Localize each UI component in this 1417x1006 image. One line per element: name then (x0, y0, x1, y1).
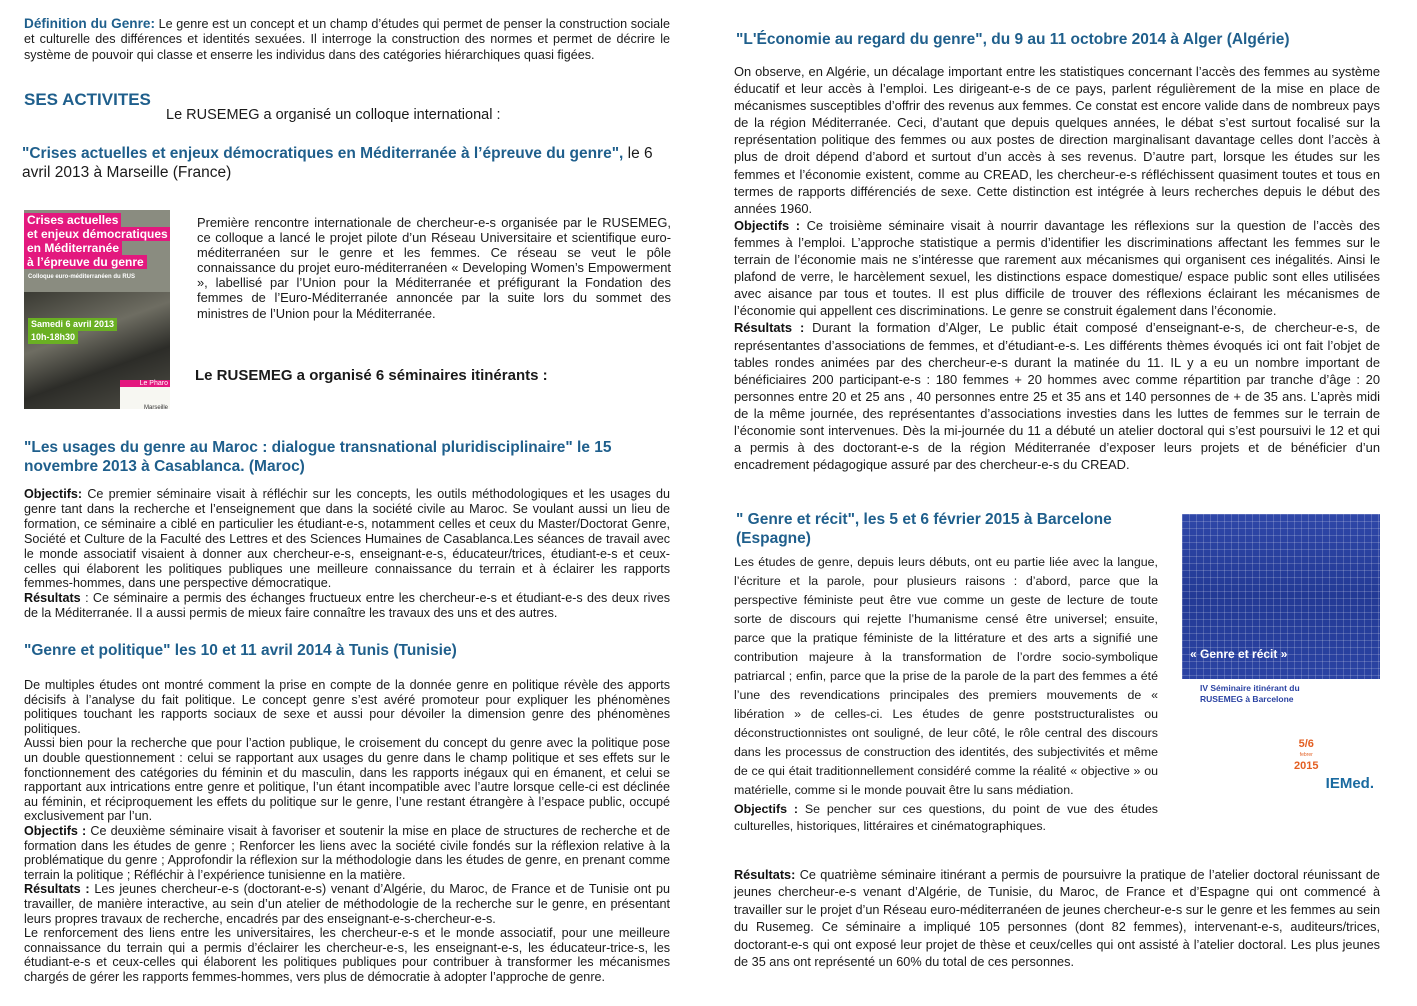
tunis-res-text: Les jeunes chercheur-e-s (doctorant-e-s) venant d’Algérie, du Maroc, de France et de Tunisie ont pu travailler, de manière interactive, au sein d’un atelier de méthodologie de la recherche sur le genre, en présentant leurs propres travaux de recherche, encadrés par des enseignant-e-s-chercheur-e-s. (24, 882, 670, 926)
colloque-title (22, 145, 672, 182)
colloque-title-rest: le 6 avril 2013 à Marseille (France) (22, 145, 653, 181)
poster-date2: 10h-18h30 (28, 331, 78, 344)
barcelone-p1: Les études de genre, depuis leurs débuts, ont eu partie liée avec la langue, l’écriture et la parole, pour plusieurs raisons : d’abord, parce que la perspective féministe peut être vue comme un geste de lecture de toute sorte de discours qui rejette l’humanisme censé être universel; ensuite, parce que la pratique féministe de la littérature et des arts a signifié une contribution majeure à la transformation de l’ordre socio-symbolique patriarcal ; enfin, parce que la prise de la parole de la part des femmes a été l’une des revendications principales des premiers mouvements de « libération » de celles-ci. Les études de genre poststructuralistes ou déconstructionnistes ont souligné, de leur côté, le rôle central des discours dans les processus de construction des identités, des subjectivités et même de ce qui était traditionnellement considéré comme la réalité « objective » ou matérielle, comme si le monde pouvait être lu sans médiation. (734, 555, 1158, 797)
poster-date-mid: febrer (1299, 752, 1313, 758)
alger-obj-label: Objectifs : (734, 217, 801, 233)
maroc-title: "Les usages du genre au Maroc : dialogue transnational pluridisciplinaire" le 15 novembre 2013 à Casablanca. (Maroc) (24, 439, 612, 475)
poster-line2: et enjeux démocratiques (24, 227, 170, 241)
barcelone-body (734, 553, 1158, 835)
tunis-title: "Genre et politique" les 10 et 11 avril 2014 à Tunis (Tunisie) (24, 642, 457, 659)
barcelone-res-text: Ce quatrième séminaire itinérant a permis de poursuivre la pratique de l’atelier doctoral réunissant de jeunes chercheur-e-s venant d’Algérie, de Tunisie, du Maroc, de France et d’Espagne qui ont commencé à travailler sur le projet d’un Réseau euro-méditerranéen de jeunes chercheur-e-s sur le genre et les femmes au sein du Rusemeg. Ce séminaire a impliqué 105 personnes (dont 82 femmes), intervenant-e-s, auditeurs/trices, doctorant-e-s qui ont exposé leur projet de thèse et ceux/celles qui ont assisté à l’atelier doctoral. Les plus jeunes de 35 ans ont représenté un 60% du total de ces personnes. (734, 868, 1380, 970)
maroc-res-label: Résultats (24, 591, 81, 606)
poster-sem-line1: IV Séminaire itinérant du (1200, 683, 1300, 693)
poster-sem-line2: RUSEMEG à Barcelone (1200, 694, 1294, 704)
poster-genre-label: « Genre et récit » (1190, 647, 1288, 661)
alger-res-label: Résultats : (734, 320, 805, 336)
maroc-obj-label: Objectifs: (24, 487, 83, 501)
maroc-body (24, 487, 670, 621)
tunis-p2: Aussi bien pour la recherche que pour l’action publique, le croisement du concept du genre avec la politique pose un double questionnement : celui se rapportant aux usages du genre dans le champ politique et ses effets sur le fonctionnement des catégories du féminin et du masculin, dans les rapports inégaux qui en émanent, et celui se rapportant aux intrications entre genre et politique, l’un étant incompatible avec l’autre lorsque celle-ci est déclinée au féminin, et réciproquement les effets du politique sur le genre, l’une restant étrangère à l’espace public, occupé exclusivement par l’un. (24, 736, 670, 824)
barcelone-section (736, 510, 1166, 548)
alger-p1: On observe, en Algérie, un décalage important entre les statistiques concernant l’accès des femmes au système éducatif et leur accès à l’emploi. Les dirigeant-e-s de ce pays, parlent régulièrement de la mise en place de mécanismes susceptibles d’offrir des revenus aux femmes. Ce constat est encore valide dans de nombreux pays de la région Méditerranée. Ceci, d’autant que depuis quelques années, le débat s’est surtout focalisé sur la représentation politique des femmes ou aux postes de direction marginalisant davantage celles dont l’accès à plus de droit dépend d’abord et surtout d’un accès à ses revenus. D’autre part, lorsque les études sur les femmes et l’économie existent, comme au CREAD, les chercheur-e-s réfléchissent quasiment toutes et tous en termes de rapports différenciés de sexe. Cette distinction est intégrée à leurs recherches depuis le début des années 1960. (734, 64, 1380, 216)
poster-date-year: 2015 (1294, 760, 1319, 772)
tunis-p1: De multiples études ont montré comment la prise en compte de la donnée genre en politique révèle des apports décisifs à l’analyse du fait politique. Le concept genre s’est avéré promoteur pour expliquer les phénomènes politiques touchant les rapports sociaux de sexe et aussi pour dévoiler la dimension genre des phénomènes politiques. (24, 678, 670, 736)
definition-label: Définition du Genre: (24, 16, 155, 31)
poster-line3: en Méditerranée (24, 241, 122, 255)
definition-block (24, 16, 670, 63)
tunis-section (24, 641, 672, 660)
poster-date-top: 5/6 (1298, 738, 1314, 750)
barcelone-obj-label: Objectifs : (734, 802, 799, 816)
maroc-res-text: : Ce séminaire a permis des échanges fructueux entre les chercheur-e-s et étudiant-e-s des deux rives de la Méditerranée. Il a aussi permis de mieux faire connaître les travaux des uns et des autres. (24, 591, 670, 621)
definition-text: Le genre est un concept et un champ d’études qui permet de penser la construction sociale et culturelle des différences et identités sexuées. Il interroge la construction des normes et permet de décrire le système de pouvoir qui classe et enserre les individus dans des catégories hiérarchiques quasi figées. (24, 17, 670, 62)
maroc-obj-text: Ce premier séminaire visait à réfléchir sur les concepts, les outils méthodologiques et les usages du genre tant dans la recherche et l’enseignement que dans la société civile au Maroc. Se voulant aussi un lieu de formation, ce séminaire a ciblé en particulier les étudiant-e-s, notamment celles et ceux du Master/Doctorat Genre, Société et Culture de la Faculté des Lettres et des Sciences Humaines de Casablanca.Les séances de travail avec le monde associatif visaient à donner aux chercheur-e-s, enseignant-e-s, éducateur/trices, étudiant-e-s et ceux-celles qui élaborent les politiques publiques une meilleure connaissance du terrain et à éclairer les rapports femmes-hommes, dans une perspective démocratique. (24, 487, 670, 591)
barcelone-title: " Genre et récit", les 5 et 6 février 2015 à Barcelone (Espagne) (736, 511, 1112, 547)
barcelone-obj-text: Se pencher sur ces questions, du point de vue des études culturelles, historiques, littéraires et cinématographiques. (734, 802, 1158, 833)
colloque-description (197, 215, 671, 321)
seminaires-intro: Le RUSEMEG a organisé 6 séminaires itinérants : (195, 367, 548, 384)
poster-seminar-text (1200, 683, 1300, 705)
alger-body (734, 63, 1380, 473)
colloque-poster-image (24, 210, 170, 409)
colloque-text: Première rencontre internationale de chercheur-e-s organisée par le RUSEMEG, ce colloque a lancé le projet pilote d’un Réseau Universitaire et scientifique euro-méditerranéen sur le genre et les femmes. Ce réseau se veut le pôle connaissance du projet euro-méditerranéen « Developing Women’s Empowerment », labellisé par l’Union pour la Méditerranée et préfigurant la Fondation des femmes de l’Euro-Méditerranée annoncée par la suite lors du sommet des ministres de l’Union pour la Méditerranée. (197, 215, 671, 321)
poster-date1: Samedi 6 avril 2013 (28, 318, 117, 331)
tunis-obj-text: Ce deuxième séminaire visait à favoriser et soutenir la mise en place de structures de recherche et de formation dans les études de genre ; Renforcer les liens avec la société civile fondés sur la réflexion relative à la problématique du genre ; Approfondir la réflexion sur la méthodologie dans les études de genre, en prenant comme terrain la politique ; Réfléchir à l’expérience tunisienne en la matière. (24, 823, 670, 882)
poster-date (1294, 739, 1318, 772)
alger-section (736, 30, 1376, 49)
genre-recit-poster-image (1182, 514, 1380, 679)
poster-place: Le Pharo (120, 380, 170, 387)
tunis-res-label: Résultats : (24, 882, 90, 897)
poster-sub: Colloque euro-méditerranéen du RUS (28, 274, 136, 280)
poster-venue (120, 380, 170, 409)
colloque-title-main: "Crises actuelles et enjeux démocratiques en Méditerranée à l’épreuve du genre", (22, 145, 624, 162)
maroc-section (24, 438, 672, 476)
alger-res-text: Durant la formation d’Alger, Le public était composé d’enseignant-e-s, de chercheur-e-s, de représentantes d’associations de femmes, et d’étudiant-e-s. Les différents thèmes évoqués ici ont fait l’objet de tables rondes animées par des chercheur-e-s durant la matinée du 11. IL y a eu un nombre important de bénéficiaires 200 participant-e-s : 180 femmes + 20 hommes avec comme répartition par tranche d’âge : 20 personnes entre 20 et 25 ans , 40 personnes entre 25 et 35 ans et 140 personnes de + de 35 ans. L’après midi de la même journée, des représentantes d’associations investies dans les luttes de femmes sur le terrain de l’économie sont intervenues. Dès la mi-journée du 11 a débuté un atelier doctoral qui s’est poursuivi le 12 et qui a permis à des doctorant-e-s de la région Méditerranée d’exposer leurs projets et de bénéficier d’un encadrement pédagogique assuré par des chercheur-e-s du CREAD. (734, 320, 1380, 473)
tunis-body (24, 678, 670, 984)
poster-line1: Crises actuelles (24, 213, 121, 227)
activities-heading: SES ACTIVITES (24, 90, 151, 109)
alger-title: "L'Économie au regard du genre", du 9 au 11 octobre 2014 à Alger (Algérie) (736, 31, 1290, 48)
tunis-p3: Le renforcement des liens entre les universitaires, les chercheur-e-s et le monde associatif, pour une meilleure connaissance du terrain qui a permis d’éclairer les chercheur-e-s, les enseignant-e-s, les éducateur-trice-s, les étudiant-e-s et ceux-celles qui élaborent les politiques publiques pour contribuer à transformer les mécanismes chargés de gérer les rapports femmes-hommes, vers plus de démocratie à adopter l’approche de genre. (24, 926, 670, 984)
tunis-obj-label: Objectifs : (24, 823, 87, 838)
poster-line4: à l’épreuve du genre (24, 255, 147, 269)
iemed-logo: IEMed. (1325, 775, 1374, 792)
barcelone-res-label: Résultats: (734, 868, 796, 882)
alger-obj-text: Ce troisième séminaire visait à nourrir davantage les réflexions sur la question de l’accès des femmes à l’emploi. L’approche statistique a permis d’identifier les discriminations affectant les femmes sur le terrain de l’économie mais ne s’intéresse que rarement aux mécanismes qui organisent ces inégalités. Ainsi le plafond de verre, le harcèlement sexuel, les distinctions espace domestique/ espace public sont elles utilisées avec aisance par tous et toutes. Il est plus difficile de trouver des réflexions éclairant les mécanismes de l’économie qui appellent ces discriminations. Le genre se construit également dans l’économie. (734, 217, 1380, 319)
colloque-intro: Le RUSEMEG a organisé un colloque international : (166, 107, 501, 123)
genre-recit-poster-card (1182, 679, 1380, 800)
poster-city: Marseille (143, 405, 168, 409)
barcelone-results (734, 867, 1380, 971)
